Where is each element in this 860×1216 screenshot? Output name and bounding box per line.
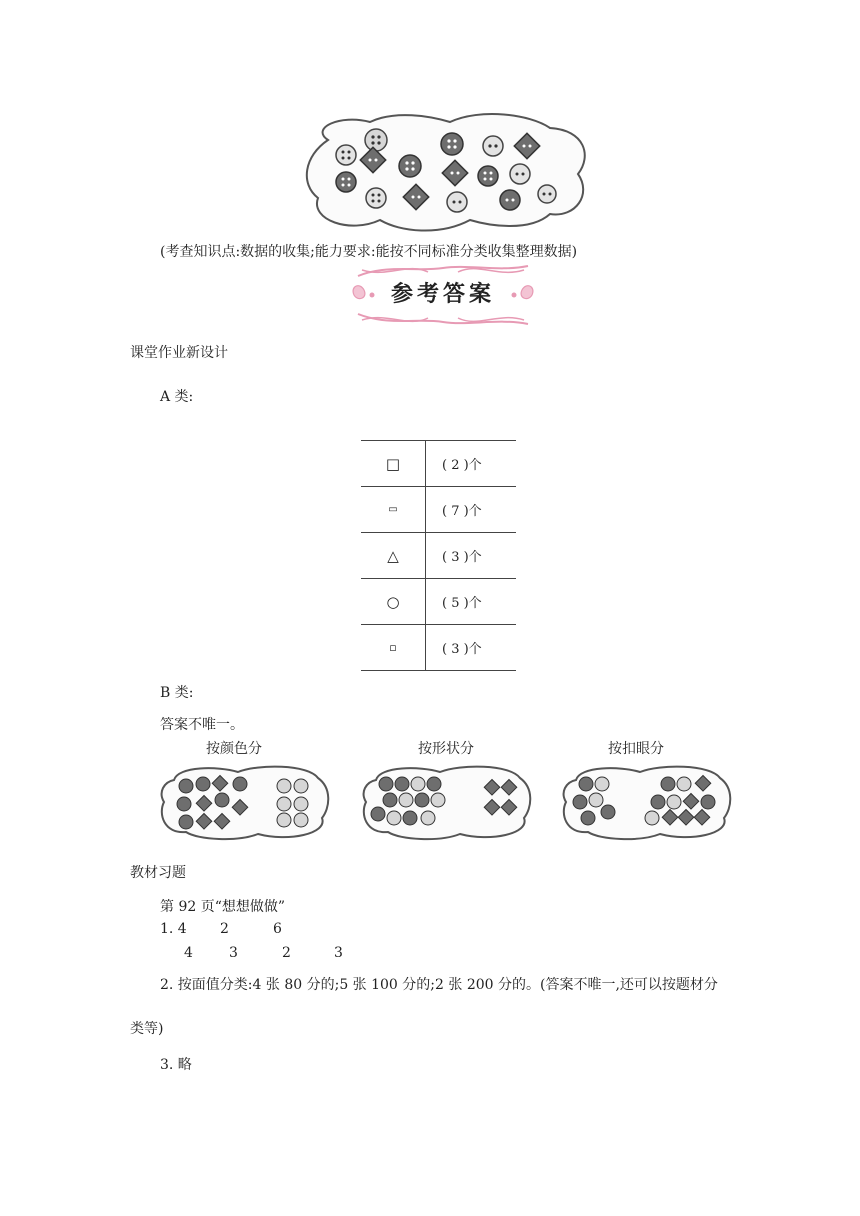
group-title-shape: 按形状分 <box>418 741 474 757</box>
table-row <box>361 579 516 625</box>
q1-row1-c: 6 <box>273 921 282 937</box>
q1-row2-b: 3 <box>229 945 238 961</box>
knowledge-note: (考查知识点:数据的收集;能力要求:能按不同标准分类收集整理数据) <box>160 244 578 260</box>
section-title-textbook: 教材习题 <box>130 865 186 881</box>
button-icon-4 <box>399 155 421 177</box>
group-title-color: 按颜色分 <box>206 741 262 757</box>
question-3: 3. 略 <box>160 1057 192 1073</box>
shape-cell: △ <box>361 533 426 579</box>
button-icon-12 <box>366 188 386 208</box>
answer-note: 答案不唯一。 <box>160 717 244 733</box>
group-title-holes: 按扣眼分 <box>608 741 664 757</box>
button-icon-15 <box>500 190 520 210</box>
question-2-line1: 2. 按面值分类:4 张 80 分的;5 张 100 分的;2 张 200 分的。(答案不唯一,还可以按题材分 <box>160 977 718 993</box>
q1-row2-d: 3 <box>334 945 343 961</box>
q1-row1-a: 1. 4 <box>160 921 187 937</box>
button-icon-5 <box>441 133 463 155</box>
table-row <box>361 625 516 671</box>
table-row <box>361 441 516 487</box>
button-icon-2 <box>336 145 356 165</box>
button-icon-6 <box>483 136 503 156</box>
table-row <box>361 533 516 579</box>
shape-cell: ▫ <box>361 625 426 671</box>
page-reference: 第 92 页“想想做做” <box>160 899 286 915</box>
cloud-by-color-figure <box>158 762 330 842</box>
button-icon-11 <box>510 164 530 184</box>
answer-banner-text: 参考答案 <box>390 281 495 307</box>
buttons-cloud-figure <box>300 108 590 238</box>
count-cell: ( 5 )个 <box>426 579 517 625</box>
button-icon-1 <box>365 129 387 151</box>
q1-row2-a: 4 <box>184 945 193 961</box>
shape-cell: ▭ <box>361 487 426 533</box>
q1-row1-b: 2 <box>220 921 229 937</box>
count-cell: ( 3 )个 <box>426 533 517 579</box>
count-cell: ( 2 )个 <box>426 441 517 487</box>
shape-cell: □ <box>361 441 426 487</box>
class-a-label: A 类: <box>160 389 194 405</box>
count-cell: ( 7 )个 <box>426 487 517 533</box>
cloud-by-shape-figure <box>360 762 532 842</box>
button-icon-8 <box>336 172 356 192</box>
class-b-label: B 类: <box>160 685 194 701</box>
q1-row2-c: 2 <box>282 945 291 961</box>
cloud-by-holes-figure <box>560 762 732 842</box>
button-icon-14 <box>447 192 467 212</box>
table-row <box>361 487 516 533</box>
shape-count-table <box>361 440 516 671</box>
count-cell: ( 3 )个 <box>426 625 517 671</box>
button-icon-10 <box>478 166 498 186</box>
question-2-line2: 类等) <box>130 1021 164 1037</box>
shape-cell: ○ <box>361 579 426 625</box>
section-title-homework: 课堂作业新设计 <box>130 345 228 361</box>
answer-banner <box>348 262 538 328</box>
button-icon-16 <box>538 185 556 203</box>
